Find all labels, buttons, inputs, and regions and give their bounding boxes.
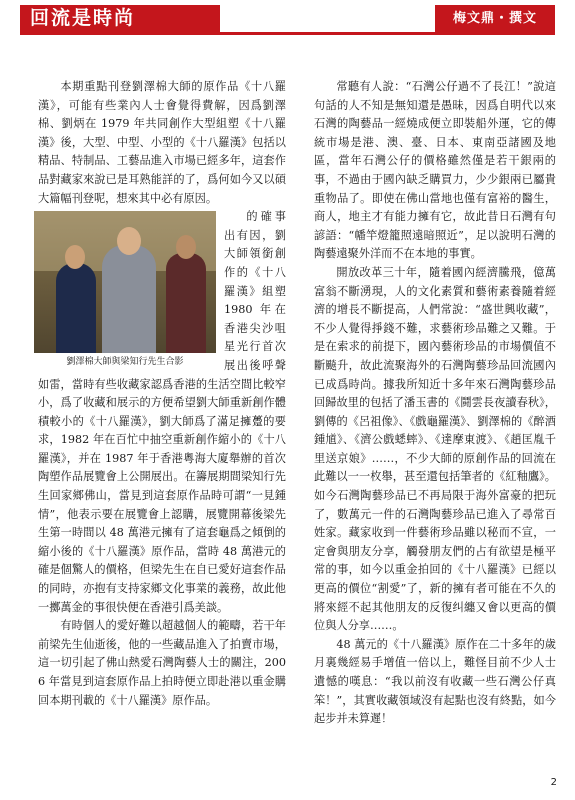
author-byline: 梅文鼎・撰文 [435, 5, 555, 32]
page-header [0, 0, 575, 40]
paragraph: 常聽有人說：“石灣公仔過不了長江！”說這句話的人不知是無知還是愚昧，因爲自明代以來石灣的陶藝品一經燒成便立即裝船外運，它的傳統市場是港、澳、臺、日本、東南亞諸國及地區，當年石灣公仔的價格雖然僅是若干銀兩的事，不過由于國內缺乏購買力，少少銀兩已屬貴重物品了。即使在佛山當地也僅有富裕的醫生，商人，地主才有能力擁有它，故此昔日石灣有句諺語：“幡竿燈籠照遠暗照近”，足以說明石灣的陶藝遠聚外洋而不在本地的事實。 [314, 80, 556, 261]
paragraph: 48 萬元的《十八羅漢》原作在二十多年的歲月裏幾經易手增值一倍以上，難怪目前不少人士遺憾的嘆息：“我以前沒有收藏一些石灣公仔真笨！”，其實收藏領域沒有起點也沒有終點，如今起步并未算遲！ [314, 637, 556, 726]
page-number: 2 [550, 777, 557, 788]
paragraph: 開放改革三十年，隨着國內經濟騰飛，億萬富翁不斷湧現，人的文化素質和藝術素養隨着經濟的增長不斷提高，人們常說：“盛世興收藏”，不少人覺得掙錢不難，求藝術珍品難之又難。于是在索求的前提下，國內藝術珍品的市場價值不斷飈升，故此流聚海外的石灣陶藝珍品回流國內已成爲時尚。據我所知近十多年來石灣陶藝珍品回歸故里的包括了潘玉書的《鬪雲長夜讀春秋》，劉傳的《呂祖像》、《戲龜羅漢》、劉澤棉的《醉酒鍾馗》、《濟公戲蟋蟀》、《達摩東渡》、《趙匡胤千里送京娘》……，不少大師的原創作品的回流在此難以一一枚舉，甚至還包括筆者的《紅釉鷹》。如今石灣陶藝珍品已不再局限于海外富豪的把玩了，數萬元一件的石灣陶藝珍品已進入了尋常百姓家。藏家收到一件藝術珍品雖以秘而不宣，一定會與朋友分享，觸發朋友們的占有欲望是極平常的事，如今以重金拍回的《十八羅漢》已經以更高的價位“割愛”了，新的擁有者可能在不久的將來經不起其他朋友的反復纠纏又會以更高的價位與人分享……。 [314, 265, 556, 633]
header-rule [20, 32, 555, 35]
group-photo [34, 211, 216, 353]
left-column [38, 78, 286, 710]
paragraph: 本期重點刊登劉澤棉大師的原作品《十八羅漢》，可能有些業內人士會覺得費解，因爲劉澤棉、劉炳在 1979 年共同創作大型組塑《十八羅漢》後，大型、中型、小型的《十八羅漢》包括以精品、特制品、工藝品進入市場已經多年，這套作品對藏家來說已是耳熟能詳的了，爲何如今又以碩大篇幅刊登呢，想來其中必有原因。 [38, 80, 286, 205]
paragraph: 的確事出有因，劉大師領銜創作的《十八羅漢》組塑 1980 年在香港尖沙咀星光行首次展出後呼聲如雷，當時有些收藏家認爲香港的生活空間比較窄小，爲了收藏和展示的方便希望劉大師重新創作體積較小的《十八羅漢》，劉大師爲了滿足擁躉的要求，1982 年在百忙中抽空重新創作縮小的《十八羅漢》，并在 1987 年于香港粵海大廈舉辦的首次陶塑作品展覽會上公開展出。在籌展期間梁知行先生回家鄉佛山，當見到這套原作品時可謂“一見鍾情”，他表示要在展覽會上認購，展覽開幕後梁先生第一時間以 48 萬港元擁有了這套龜爲之傾倒的縮小後的《十八羅漢》原作品，當時 48 萬港元的確是個驚人的價格，但梁先生在自已愛好這套作品的同時，亦抱有支持家鄉文化事業的義務，故此他一擲萬金的事很快便在香港引爲美談。 [38, 210, 286, 614]
paragraph: 有時個人的愛好難以超越個人的範疇，若干年前梁先生仙逝後，他的一些藏品進入了拍賣市場，這一切引起了佛山熱愛石灣陶藝人士的關注，2006 年當見到這套原作品上拍時便立即赴港以重金購回本期刊載的《十八羅漢》原作品。 [38, 619, 286, 707]
right-column [314, 78, 556, 729]
photo-figure [34, 211, 216, 373]
section-title: 回流是時尚 [20, 5, 220, 32]
photo-caption: 劉澤棉大師與梁知行先生合影 [66, 357, 184, 368]
